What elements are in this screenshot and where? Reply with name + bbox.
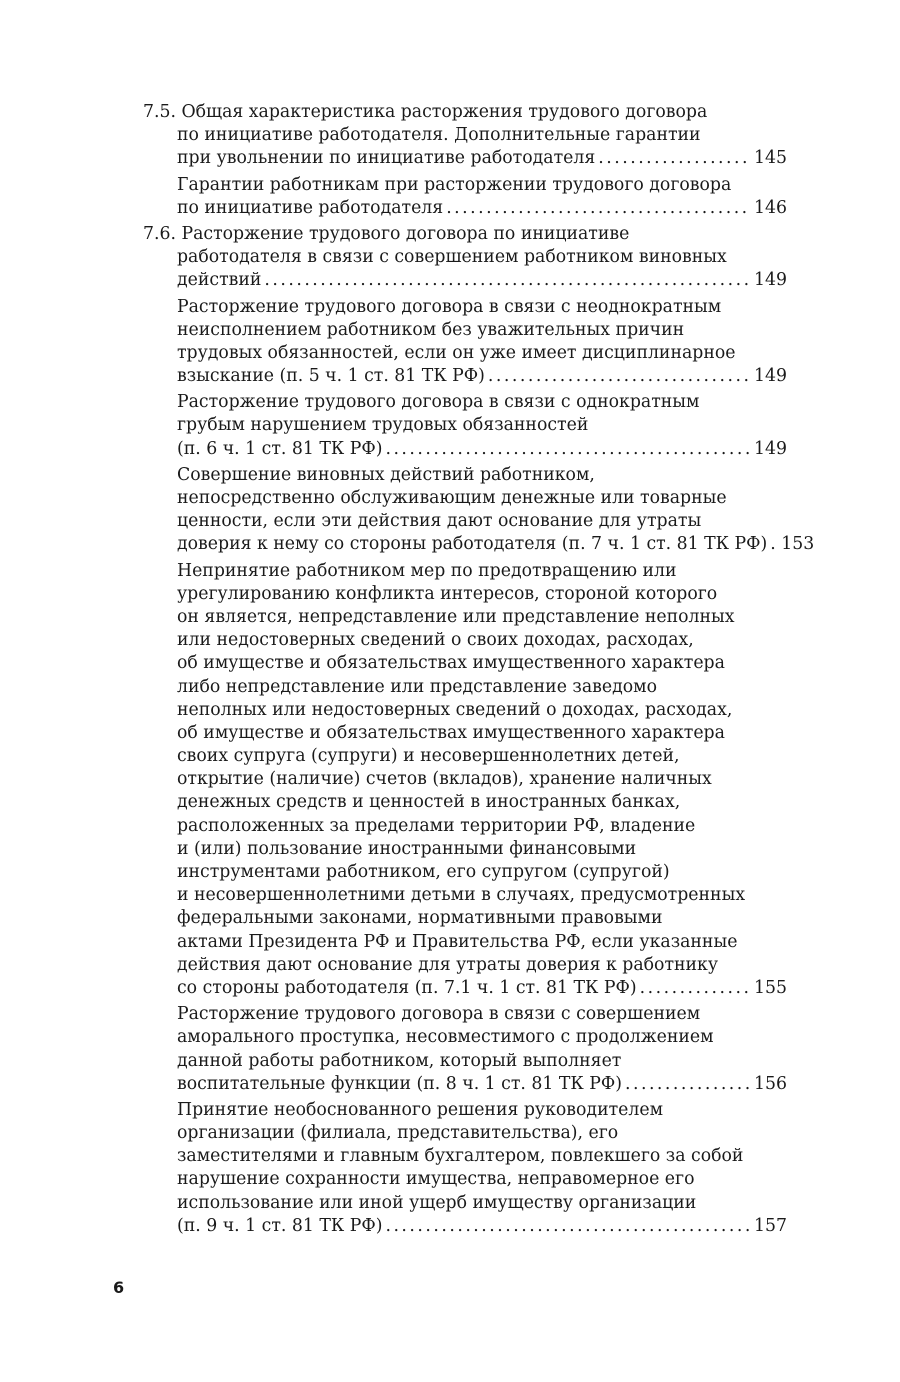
toc-entry-line: Принятие необоснованного решения руководителем xyxy=(177,1099,664,1120)
toc-page-number: 146 xyxy=(754,197,787,218)
toc-entry-text: со стороны работодателя (п. 7.1 ч. 1 ст. 81 ТК РФ) xyxy=(177,977,637,998)
table-of-contents xyxy=(143,101,815,1241)
toc-entry-line: расположенных за пределами территории РФ, владение xyxy=(177,815,696,836)
dot-leader xyxy=(385,438,751,461)
toc-entry-text: воспитательные функции (п. 8 ч. 1 ст. 81 ТК РФ) xyxy=(177,1073,622,1094)
dot-leader xyxy=(488,365,751,388)
dot-leader xyxy=(264,269,751,292)
toc-section-entry[interactable] xyxy=(143,223,787,293)
toc-entry-line: 7.5. Общая характеристика расторжения трудового договора xyxy=(143,102,708,122)
toc-entry-text: по инициативе работодателя xyxy=(177,197,444,218)
toc-subentry[interactable] xyxy=(143,560,787,1001)
toc-subentry[interactable] xyxy=(143,1003,787,1096)
toc-entry-last-line xyxy=(177,438,787,461)
toc-entry-line: он является, непредставление или представление неполных xyxy=(177,606,735,627)
toc-entry-line: грубым нарушением трудовых обязанностей xyxy=(177,415,589,436)
toc-page-number: 149 xyxy=(754,270,787,291)
toc-entry-line: федеральными законами, нормативными правовыми xyxy=(177,908,663,929)
toc-entry-line: работодателя в связи с совершением работником виновных xyxy=(177,247,727,268)
toc-entry-text: (п. 6 ч. 1 ст. 81 ТК РФ) xyxy=(177,438,383,459)
toc-entry-line: заместителями и главным бухгалтером, повлекшего за собой xyxy=(177,1146,744,1167)
toc-page-number: 155 xyxy=(754,977,787,998)
toc-entry-line: трудовых обязанностей, если он уже имеет дисциплинарное xyxy=(177,342,736,363)
toc-entry-line: 7.6. Расторжение трудового договора по инициативе xyxy=(143,223,630,244)
dot-leader xyxy=(385,1215,751,1238)
toc-entry-last-line xyxy=(177,365,787,388)
toc-page-number: 153 xyxy=(781,534,815,555)
toc-entry-line: неисполнением работником без уважительных причин xyxy=(177,319,685,340)
toc-entry-line: Гарантии работникам при расторжении трудового договора xyxy=(177,174,732,195)
toc-entry-line: организации (филиала, представительства), его xyxy=(177,1123,619,1144)
dot-leader xyxy=(625,1073,751,1096)
toc-entry-line: об имуществе и обязательствах имущественного характера xyxy=(177,722,725,743)
toc-entry-last-line xyxy=(177,533,815,556)
dot-leader xyxy=(640,977,751,1000)
toc-entry-line: данной работы работником, который выполняет xyxy=(177,1050,622,1071)
toc-entry-line: денежных средств и ценностей в иностранных банках, xyxy=(177,792,681,813)
toc-entry-line: действия дают основание для утраты доверия к работнику xyxy=(177,954,719,975)
toc-entry-text: при увольнении по инициативе работодателя xyxy=(177,148,596,169)
toc-page-number: 149 xyxy=(754,366,787,387)
toc-page-number: 157 xyxy=(754,1215,787,1236)
toc-entry-line: Расторжение трудового договора в связи с однократным xyxy=(177,392,700,413)
toc-subentry[interactable] xyxy=(143,1099,787,1238)
toc-entry-line: по инициативе работодателя. Дополнительные гарантии xyxy=(177,125,701,146)
toc-section-entry[interactable] xyxy=(143,101,787,171)
dot-leader xyxy=(446,197,751,220)
toc-entry-line: и (или) пользование иностранными финансовыми xyxy=(177,838,637,859)
toc-subentry[interactable] xyxy=(143,464,815,557)
toc-entry-line: урегулированию конфликта интересов, стороной которого xyxy=(177,583,718,604)
toc-page-number: 156 xyxy=(754,1073,787,1094)
dot-leader xyxy=(598,147,751,170)
toc-entry-line: нарушение сохранности имущества, неправомерное его xyxy=(177,1169,695,1190)
toc-entry-line: своих супруга (супруги) и несовершеннолетних детей, xyxy=(177,746,680,767)
toc-entry-last-line xyxy=(177,1073,787,1096)
toc-entry-line: ценности, если эти действия дают основание для утраты xyxy=(177,511,702,532)
toc-entry-line: Расторжение трудового договора в связи с совершением xyxy=(177,1004,701,1025)
toc-entry-last-line xyxy=(177,977,787,1000)
toc-subentry[interactable] xyxy=(143,391,787,461)
toc-entry-last-line xyxy=(143,269,787,292)
toc-entry-line: неполных или недостоверных сведений о доходах, расходах, xyxy=(177,699,733,720)
toc-entry-line: Совершение виновных действий работником, xyxy=(177,464,595,485)
page-number: 6 xyxy=(113,1278,125,1297)
toc-entry-line: актами Президента РФ и Правительства РФ, если указанные xyxy=(177,931,738,952)
toc-entry-line: аморального проступка, несовместимого с продолжением xyxy=(177,1027,714,1048)
toc-entry-line: использование или иной ущерб имуществу организации xyxy=(177,1192,697,1213)
toc-entry-line: непосредственно обслуживающим денежные или товарные xyxy=(177,488,727,508)
toc-entry-text: действий xyxy=(177,270,262,291)
toc-page-number: 145 xyxy=(754,148,787,169)
toc-entry-line: или недостоверных сведений о своих доходах, расходах, xyxy=(177,630,694,651)
toc-entry-line: Расторжение трудового договора в связи с неоднократным xyxy=(177,296,722,317)
toc-entry-line: открытие (наличие) счетов (вкладов), хранение наличных xyxy=(177,769,712,790)
toc-page-number: 149 xyxy=(754,438,787,459)
dot-leader xyxy=(770,533,778,556)
toc-entry-line: Непринятие работником мер по предотвращению или xyxy=(177,560,677,581)
toc-entry-text: взыскание (п. 5 ч. 1 ст. 81 ТК РФ) xyxy=(177,366,485,387)
toc-entry-last-line xyxy=(177,197,787,220)
toc-entry-line: инструментами работником, его супругом (супругой) xyxy=(177,862,670,882)
toc-entry-last-line xyxy=(143,147,787,170)
toc-entry-last-line xyxy=(177,1215,787,1238)
toc-entry-text: (п. 9 ч. 1 ст. 81 ТК РФ) xyxy=(177,1215,383,1236)
toc-entry-line: и несовершеннолетними детьми в случаях, предусмотренных xyxy=(177,885,746,906)
toc-entry-line: либо непредставление или представление заведомо xyxy=(177,676,657,697)
toc-subentry[interactable] xyxy=(143,174,787,220)
toc-subentry[interactable] xyxy=(143,296,787,389)
toc-entry-line: об имуществе и обязательствах имущественного характера xyxy=(177,653,725,674)
toc-entry-text: доверия к нему со стороны работодателя (п. 7 ч. 1 ст. 81 ТК РФ) xyxy=(177,534,768,555)
